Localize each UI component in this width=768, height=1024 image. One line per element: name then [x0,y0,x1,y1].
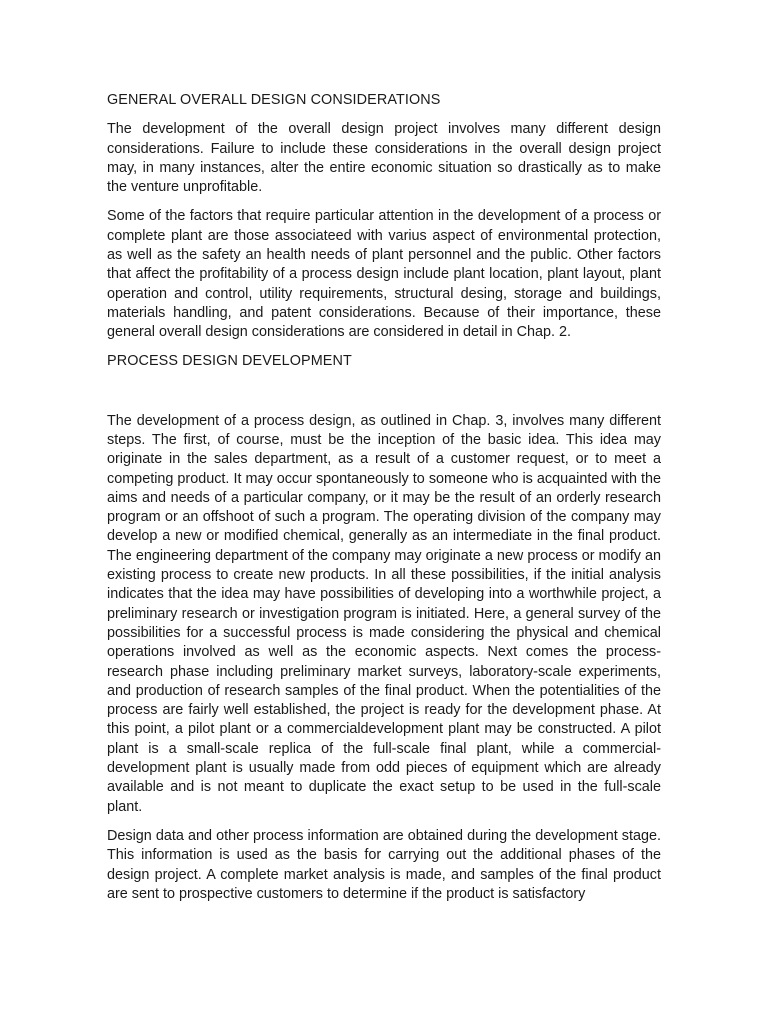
section-heading-general-design: GENERAL OVERALL DESIGN CONSIDERATIONS [107,92,441,108]
paragraph-factors: Some of the factors that require particular attention in the development of a process or complete plant are those associateed with varius aspect of environmental protection, as well as the safety an health needs of plant personnel and the public. Other factors that affect the profitability of a process design include plant location, plant layout, plant operation and control, utility requirements, structural desing, storage and buildings, materials handling, and patent considerations. Because of their importance, these general overall design considerations are considered in detail in Chap. 2. [107,208,661,341]
paragraph-process-development: The development of a process design, as outlined in Chap. 3, involves many different steps. The first, of course, must be the inception of the basic idea. This idea may originate in the sales department, as a result of a customer request, or to meet a competing product. It may occur spontaneously to someone who is acquainted with the aims and needs of a particular company, or it may be the result of an orderly research program or an offshoot of such a program. The operating division of the company may develop a new or modified chemical, generally as an intermediate in the final product. The engineering department of the company may originate a new process or modify an existing process to create new products. In all these possibilities, if the initial analysis indicates that the idea may have possibilities of developing into a worthwhile project, a preliminary research or investigation program is initiated. Here, a general survey of the possibilities for a successful process is made considering the physical and chemical operations involved as well as the economic aspects. Next comes the process-research phase including preliminary market surveys, laboratory-scale experiments, and production of research samples of the final product. When the potentialities of the process are fairly well established, the project is ready for the development phase. At this point, a pilot plant or a commercialdevelopment plant may be constructed. A pilot plant is a small-scale replica of the full-scale final plant, while a commercial-development plant is usually made from odd pieces of equipment which are already available and is not meant to duplicate the exact setup to be used in the full-scale plant. [107,412,661,815]
section-heading-process-design: PROCESS DESIGN DEVELOPMENT [107,353,352,370]
paragraph-design-considerations: The development of the overall design project involves many different design considerations. Failure to include these considerations in the overall design project may, in many instances, alter the entire economic situation so drastically as to make the venture unprofitable. [107,121,661,196]
document-page [107,91,661,904]
paragraph-design-data: Design data and other process information are obtained during the development stage. This information is used as the basis for carrying out the additional phases of the design project. A complete market analysis is made, and samples of the final product are sent to prospective customers to determine if the product is satisfactory [107,827,661,902]
